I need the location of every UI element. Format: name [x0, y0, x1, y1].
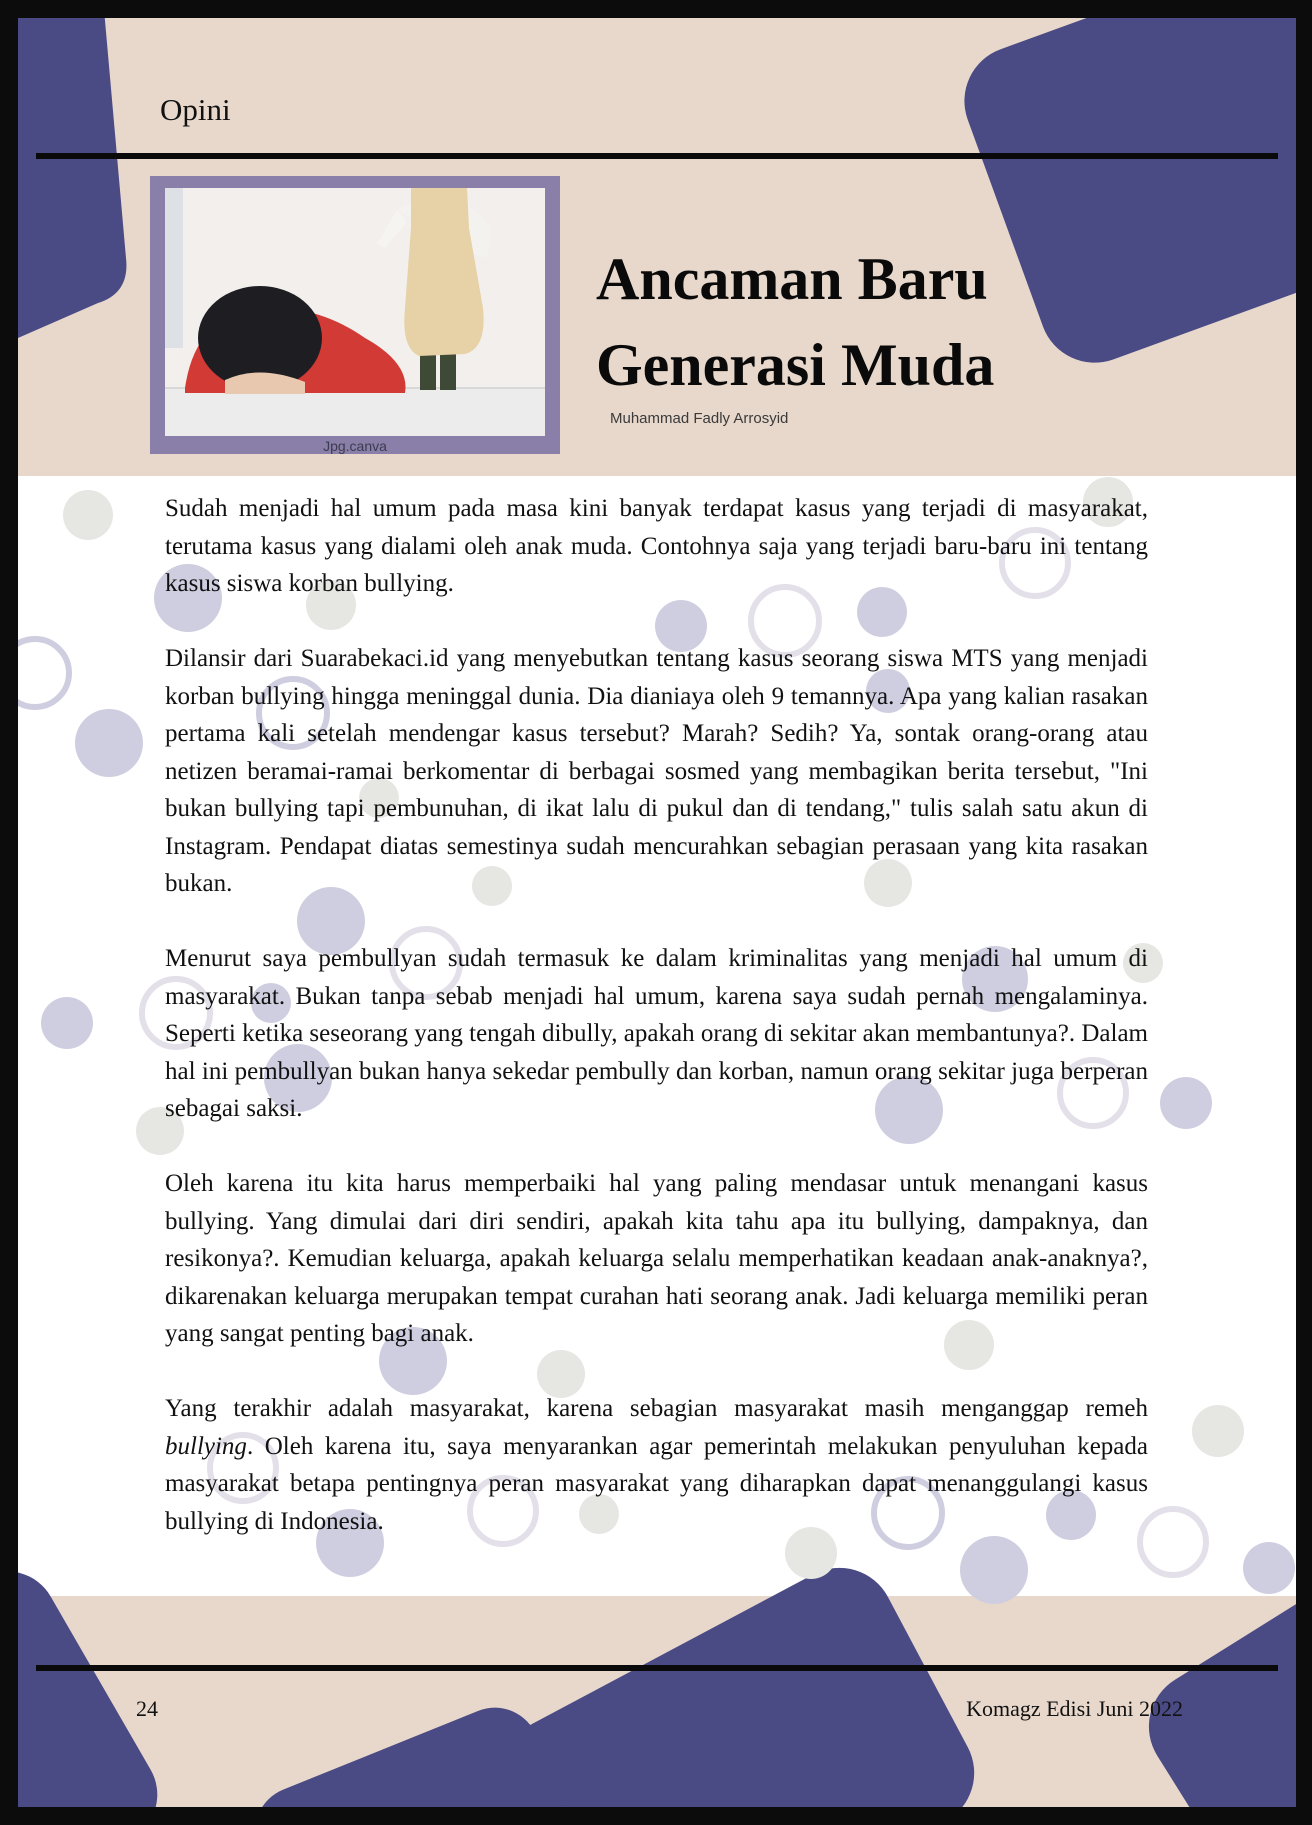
title-line-2: Generasi Muda — [596, 332, 995, 398]
paragraph-text: . Oleh karena itu, saya menyarankan agar pemerintah melakukan penyuluhan kepada masyarakat betapa pentingnya peran masyarakat yang diharapkan dapat menanggulangi kasus bullying di Indonesia. — [165, 1432, 1148, 1535]
article-paragraph: Oleh karena itu kita harus memperbaiki hal yang paling mendasar untuk menangani kasus bullying. Yang dimulai dari diri sendiri, apakah kita tahu apa itu bullying, dampaknya, dan resikonya?. Kemudian keluarga, apakah keluarga selalu memperhatikan keadaan anak-anaknya?, dikarenakan keluarga merupakan tempat curahan hati seorang anak. Jadi keluarga memiliki peran yang sangat penting bagi anak. — [165, 1170, 1148, 1347]
footer-rule — [36, 1665, 1278, 1671]
article-body — [165, 490, 1148, 1540]
magazine-page — [18, 18, 1296, 1807]
paragraph-text: Yang terakhir adalah masyarakat, karena sebagian masyarakat masih menganggap remeh — [165, 1395, 1148, 1422]
article-paragraph: Menurut saya pembullyan sudah termasuk ke dalam kriminalitas yang menjadi hal umum di masyarakat. Bukan tanpa sebab menjadi hal umum, karena saya sudah pernah mengalaminya. Seperti ketika seseorang yang tengah dibully, apakah orang di sekitar akan membantunya?. Dalam hal ini pembullyan bukan hanya sekedar pembully dan korban, namun orang sekitar juga berperan sebagai saksi. — [165, 945, 1148, 1122]
article-photo — [165, 188, 545, 436]
article-paragraph: Dilansir dari Suarabekaci.id yang menyebutkan tentang kasus seorang siswa MTS yang menjadi korban bullying hingga meninggal dunia. Dia dianiaya oleh 9 temannya. Apa yang kalian rasakan pertama kali setelah mendengar kasus tersebut? Marah? Sedih? Ya, sontak orang-orang atau netizen beramai-ramai berkomentar di berbagai sosmed yang membagikan berita tersebut, "Ini bukan bullying tapi pembunuhan, di ikat lalu di pukul dan di tendang," tulis salah satu akun di Instagram. Pendapat diatas semestinya sudah mencurahkan sebagian perasaan yang kita rasakan bukan. — [165, 645, 1148, 897]
title-line-1: Ancaman Baru — [596, 246, 988, 312]
top-left-shape — [18, 18, 126, 338]
photo-credit: Jpg.canva — [323, 438, 387, 454]
bottom-center-shape-b — [241, 1694, 594, 1807]
section-label: Opini — [160, 92, 231, 127]
bottom-center-shape-a — [482, 1548, 993, 1807]
header-rule — [36, 153, 1278, 159]
article-paragraph: Sudah menjadi hal umum pada masa kini banyak terdapat kasus yang terjadi di masyarakat, terutama kasus yang dialami oleh anak muda. Contohnya saja yang terjadi baru-baru ini tentang kasus siswa korban bullying. — [165, 495, 1148, 597]
article-paragraph — [165, 1390, 1148, 1540]
emphasis-text: bullying — [165, 1432, 247, 1460]
article-photo-frame — [150, 176, 560, 454]
child-and-parent-illustration — [165, 188, 545, 436]
bottom-left-shape — [18, 1553, 176, 1807]
article-title — [596, 236, 1216, 408]
edition-label: Komagz Edisi Juni 2022 — [966, 1696, 1183, 1721]
page-number: 24 — [136, 1696, 158, 1721]
author-byline: Muhammad Fadly Arrosyid — [610, 410, 789, 427]
